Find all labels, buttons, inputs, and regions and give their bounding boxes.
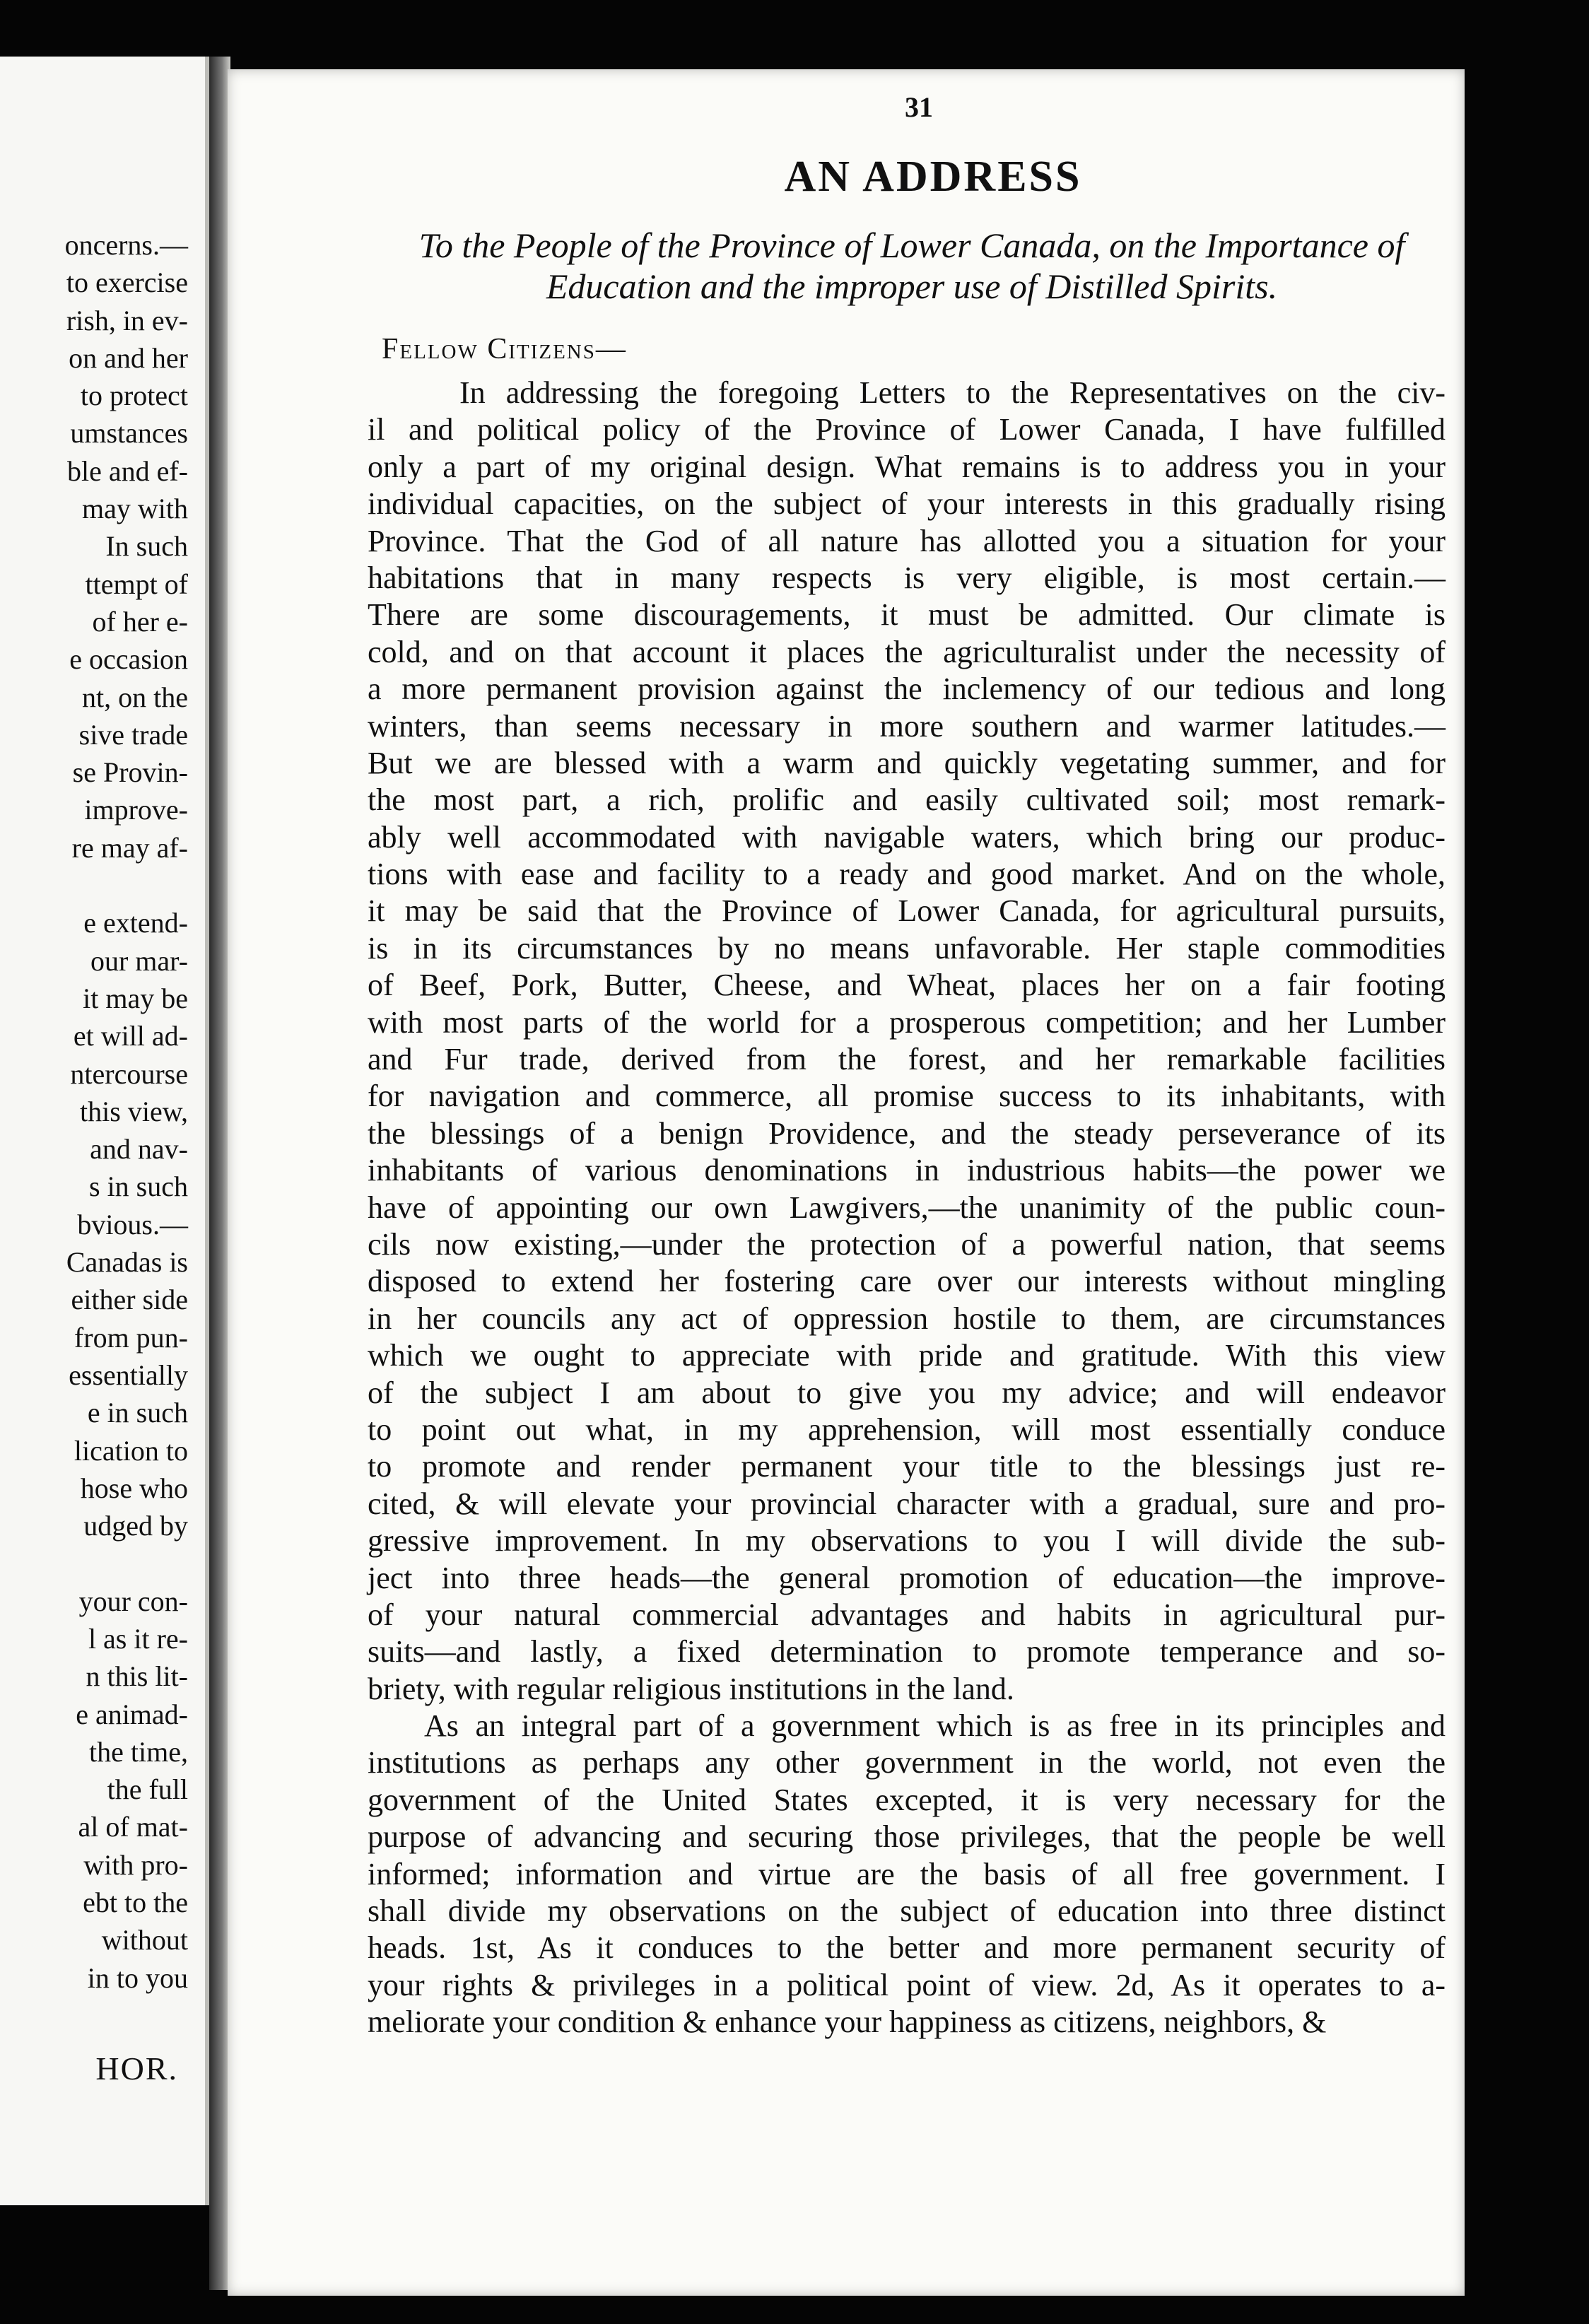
body-line: for navigation and commerce, all promise success to its inhabitants, with xyxy=(368,1079,1446,1114)
body-line: the blessings of a benign Providence, and the steady perseverance of its xyxy=(368,1115,1446,1151)
body-line: which we ought to appreciate with pride and gratitude. With this view xyxy=(368,1338,1446,1373)
left-page-line: from pun- xyxy=(74,1321,188,1354)
body-line: ject into three heads—the general promotion of education—the improve- xyxy=(368,1560,1446,1595)
left-page-line: l as it re- xyxy=(88,1622,188,1655)
left-page-line: rish, in ev- xyxy=(66,304,188,336)
left-page-line: e extend- xyxy=(83,907,188,939)
left-page-line: the time, xyxy=(89,1735,188,1768)
body-line: of the subject I am about to give you my advice; and will endeavor xyxy=(368,1375,1446,1410)
body-line: and Fur trade, derived from the forest, and her remarkable facilities xyxy=(368,1042,1446,1077)
left-page-line: improve- xyxy=(84,794,188,826)
body-line: suits—and lastly, a fixed determination to promote temperance and so- xyxy=(368,1634,1446,1669)
left-page-text-fragments xyxy=(0,226,205,1997)
body-line: winters, than seems necessary in more southern and warmer latitudes.— xyxy=(368,708,1446,744)
left-page-line: essentially xyxy=(69,1358,188,1391)
left-page-line: bvious.— xyxy=(77,1208,188,1240)
body-line: to point out what, in my apprehension, will most essentially conduce xyxy=(368,1412,1446,1447)
left-page-line: ble and ef- xyxy=(66,454,188,487)
body-line: only a part of my original design. What remains is to address you in your xyxy=(368,449,1446,484)
body-line: government of the United States excepted, it is very necessary for the xyxy=(368,1782,1446,1817)
left-page-signature: HOR. xyxy=(95,2050,178,2087)
body-line: cited, & will elevate your provincial character with a gradual, sure and pro- xyxy=(368,1486,1446,1521)
body-line: But we are blessed with a warm and quickly vegetating summer, and for xyxy=(368,745,1446,780)
left-page-line: nt, on the xyxy=(82,681,188,713)
left-page-line: re may af- xyxy=(71,831,188,864)
body-line: disposed to extend her fostering care over our interests without mingling xyxy=(368,1264,1446,1299)
body-line: In addressing the foregoing Letters to the Representatives on the civ- xyxy=(459,375,1446,410)
body-line: purpose of advancing and securing those privileges, that the people be well xyxy=(368,1819,1446,1855)
body-line: cold, and on that account it places the agriculturalist under the necessity of xyxy=(368,634,1446,669)
body-line: habitations that in many respects is very eligible, is most certain.— xyxy=(368,560,1446,595)
body-line: a more permanent provision against the inclemency of our tedious and long xyxy=(368,671,1446,707)
left-page-line: to protect xyxy=(80,380,188,412)
body-line: il and political policy of the Province of Lower Canada, I have fulfilled xyxy=(368,412,1446,447)
left-page-line: and nav- xyxy=(90,1133,188,1166)
body-line: the most part, a rich, prolific and easily cultivated soil; most remark- xyxy=(368,782,1446,818)
left-page-line: either side xyxy=(71,1284,188,1316)
salutation: Fellow Citizens— xyxy=(382,333,627,365)
left-page-line: may with xyxy=(82,493,188,525)
left-page-line: ttempt of xyxy=(85,568,188,600)
page-number: 31 xyxy=(905,91,933,123)
left-page-line: this view, xyxy=(80,1095,188,1127)
left-page-line: our mar- xyxy=(90,944,188,977)
body-line: shall divide my observations on the subject of education into three distinct xyxy=(368,1894,1446,1929)
body-line: tions with ease and facility to a ready and good market. And on the whole, xyxy=(368,857,1446,892)
left-page-line: et will ad- xyxy=(73,1020,188,1052)
body-line: your rights & privileges in a political point of view. 2d, As it operates to a- xyxy=(368,1967,1446,2002)
left-page-line: e occasion xyxy=(69,643,188,676)
left-page-line: e in such xyxy=(87,1397,188,1429)
left-page-line: of her e- xyxy=(92,605,188,638)
body-line: of your natural commercial advantages and habits in agricultural pur- xyxy=(368,1597,1446,1632)
left-page-line: Canadas is xyxy=(66,1246,188,1279)
body-line: is in its circumstances by no means unfavorable. Her staple commodities xyxy=(368,930,1446,966)
left-page-line: umstances xyxy=(70,417,188,450)
body-line: individual capacities, on the subject of your interests in this gradually rising xyxy=(368,486,1446,522)
body-line: gressive improvement. In my observations to you I will divide the sub- xyxy=(368,1523,1446,1559)
page-title: AN ADDRESS xyxy=(784,153,1082,201)
left-page-line: se Provin- xyxy=(72,756,188,789)
body-line: There are some discouragements, it must be admitted. Our climate is xyxy=(368,597,1446,633)
left-page-line: ebt to the xyxy=(83,1886,188,1919)
left-page-line: udged by xyxy=(83,1510,188,1542)
left-page-line: s in such xyxy=(89,1170,188,1203)
body-line: institutions as perhaps any other government in the world, not even the xyxy=(368,1745,1446,1780)
left-page-line: hose who xyxy=(80,1472,188,1504)
left-page-line xyxy=(0,867,205,904)
body-line: briety, with regular religious institutions in the land. xyxy=(368,1671,1014,1706)
left-page-line: sive trade xyxy=(78,718,188,751)
body-line: it may be said that the Province of Lower Canada, for agricultural pursuits, xyxy=(368,893,1446,929)
body-line: cils now existing,—under the protection of a powerful nation, that seems xyxy=(368,1226,1446,1262)
subtitle-line: To the People of the Province of Lower Canada, on the Importance of xyxy=(418,225,1405,265)
body-line: Province. That the God of all nature has allotted you a situation for your xyxy=(368,523,1446,558)
body-line: As an integral part of a government which is as free in its principles and xyxy=(424,1708,1446,1744)
left-page-line: lication to xyxy=(74,1434,188,1467)
body-line: informed; information and virtue are the basis of all free government. I xyxy=(368,1856,1446,1891)
body-line: to promote and render permanent your title to the blessings just re- xyxy=(368,1449,1446,1484)
left-page-line xyxy=(0,1544,205,1582)
body-line: of Beef, Pork, Butter, Cheese, and Wheat, places her on a fair footing xyxy=(368,968,1446,1003)
body-line: meliorate your condition & enhance your happiness as citizens, neighbors, & xyxy=(368,2005,1327,2040)
left-page-line: it may be xyxy=(83,982,188,1014)
left-page-line: without xyxy=(101,1924,188,1956)
body-line: in her councils any act of oppression hostile to them, are circumstances xyxy=(368,1301,1446,1336)
subtitle-line: Education and the improper use of Distilled Spirits. xyxy=(546,266,1278,306)
left-page-line: with pro- xyxy=(83,1848,188,1881)
body-line: heads. 1st, As it conduces to the better and more permanent security of xyxy=(368,1930,1446,1966)
address-body xyxy=(368,375,1446,2041)
left-page-line: to exercise xyxy=(66,266,188,299)
body-line: have of appointing our own Lawgivers,—the unanimity of the public coun- xyxy=(368,1190,1446,1225)
left-page-line: oncerns.— xyxy=(64,229,188,261)
body-line: inhabitants of various denominations in industrious habits—the power we xyxy=(368,1153,1446,1188)
left-facing-page xyxy=(0,57,209,2205)
left-page-line: al of mat- xyxy=(78,1811,188,1843)
left-page-line: in to you xyxy=(87,1961,188,1994)
left-page-line: the full xyxy=(107,1773,188,1806)
body-line: ably well accommodated with navigable waters, which bring our produc- xyxy=(368,819,1446,855)
left-page-line: n this lit- xyxy=(86,1660,188,1693)
page-subtitle xyxy=(353,225,1470,307)
left-page-line: ntercourse xyxy=(70,1057,188,1090)
left-page-line: your con- xyxy=(78,1585,188,1617)
left-page-line: on and her xyxy=(69,341,188,374)
left-page-line: In such xyxy=(105,530,188,563)
body-line: with most parts of the world for a prosperous competition; and her Lumber xyxy=(368,1004,1446,1040)
left-page-line: e animad- xyxy=(76,1698,188,1730)
